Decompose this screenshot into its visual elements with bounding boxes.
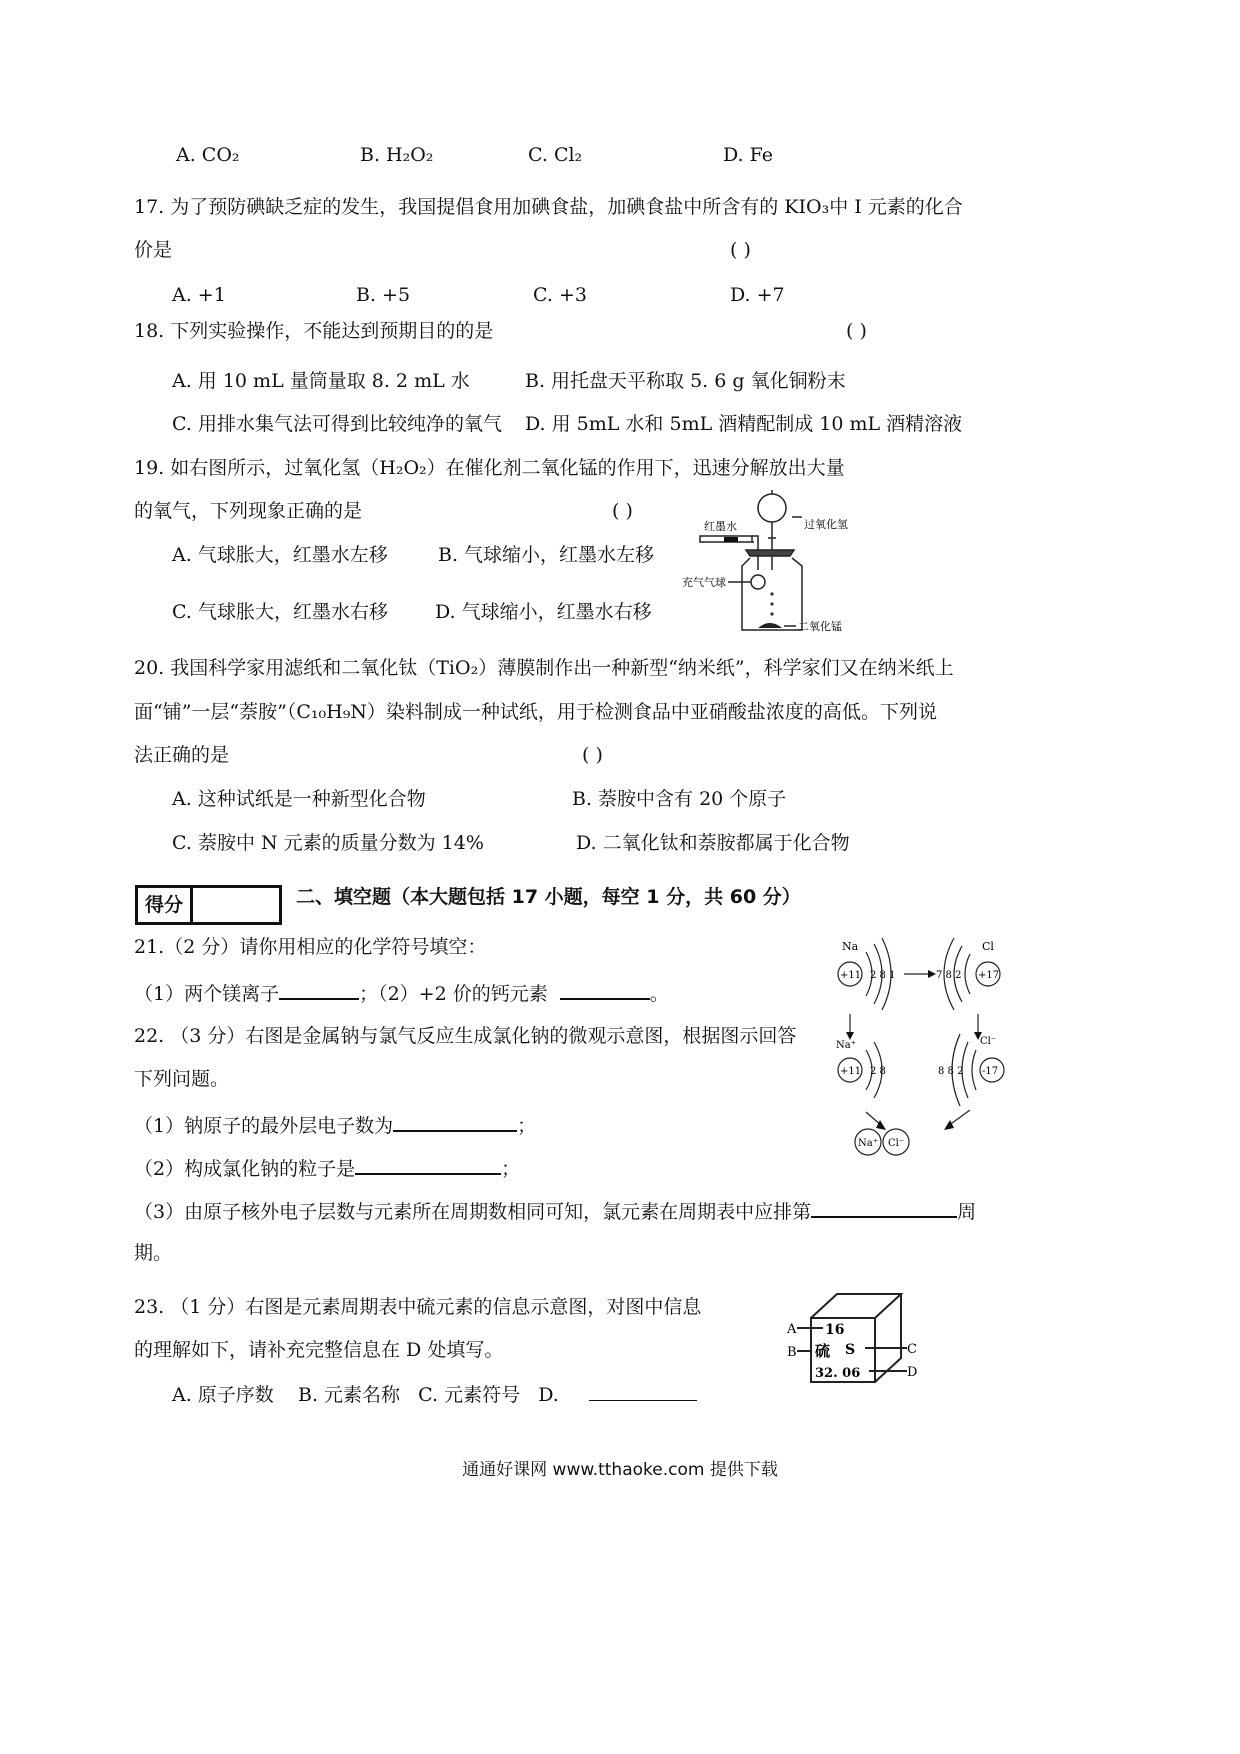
q23-option-a: A. 原子序数	[172, 1384, 274, 1406]
q20-option-b: B. 萘胺中含有 20 个原子	[572, 788, 787, 810]
q21-blank-1[interactable]	[279, 980, 359, 1000]
q17-option-d: D. +7	[730, 284, 785, 306]
q22-part2	[134, 1155, 520, 1181]
label-na: Na	[842, 940, 859, 953]
label-cl-shells: 7 8 2	[936, 970, 962, 981]
label-cl-nucleus: +17	[978, 970, 1000, 981]
q20-answer-paren: ( )	[582, 744, 603, 766]
q17-option-c: C. +3	[533, 284, 587, 306]
q23-options	[172, 1382, 697, 1407]
score-box	[135, 885, 282, 925]
label-d: D	[907, 1365, 918, 1380]
q22-part3-line2: 期。	[134, 1242, 173, 1264]
q19-option-a: A. 气球胀大，红墨水左移	[172, 544, 388, 566]
q22-part3	[134, 1198, 976, 1224]
q21-blank-2[interactable]	[560, 980, 650, 1000]
q16-option-d: D. Fe	[723, 144, 774, 166]
label-a: A	[787, 1322, 797, 1337]
q23-text-line1: 23. （1 分）右图是元素周期表中硫元素的信息示意图，对图中信息	[134, 1296, 702, 1318]
atomic-mass: 32. 06	[815, 1366, 861, 1381]
q22-sodium-chloride-figure	[830, 930, 1010, 1170]
element-name: 硫	[815, 1342, 831, 1360]
q17-text-line1: 17. 为了预防碘缺乏症的发生，我国提倡食用加碘食盐，加碘食盐中所含有的 KIO₃中 I 元素的化合	[134, 196, 963, 218]
q23-option-b: B. 元素名称	[297, 1384, 401, 1406]
q17-text-line2: 价是	[134, 239, 173, 261]
label-cl-ion-nucleus: -17	[982, 1066, 999, 1077]
q23-text-line2: 的理解如下，请补充完整信息在 D 处填写。	[134, 1339, 504, 1361]
q23-option-c: C. 元素符号	[418, 1384, 521, 1406]
q17-answer-paren: ( )	[730, 239, 751, 261]
q23-sulfur-element-figure	[785, 1288, 925, 1388]
label-na-ion: Na⁺	[836, 1040, 856, 1051]
label-hydrogen-peroxide: 过氧化氢	[804, 518, 848, 531]
q18-answer-paren: ( )	[846, 320, 867, 342]
score-label: 得分	[138, 888, 193, 922]
q21-part2-label: ；（2）+2 价的钙元素	[359, 983, 548, 1005]
atomic-number: 16	[825, 1322, 845, 1338]
q19-option-d: D. 气球缩小，红墨水右移	[435, 601, 652, 623]
q20-option-d: D. 二氧化钛和萘胺都属于化合物	[576, 832, 850, 854]
q18-option-a: A. 用 10 mL 量筒量取 8. 2 mL 水	[172, 370, 470, 392]
label-manganese-dioxide: 二氧化锰	[798, 620, 842, 633]
q23-blank-d[interactable]	[589, 1382, 697, 1401]
q20-option-a: A. 这种试纸是一种新型化合物	[172, 788, 426, 810]
q21-parts	[134, 980, 669, 1006]
q17-option-a: A. +1	[172, 284, 226, 306]
section-title: 二、填空题（本大题包括 17 小题，每空 1 分，共 60 分）	[296, 886, 801, 908]
q21-text: 21.（2 分）请你用相应的化学符号填空：	[134, 936, 487, 958]
q22-blank-3[interactable]	[811, 1198, 957, 1218]
q19-text-line1: 19. 如右图所示，过氧化氢（H₂O₂）在催化剂二氧化锰的作用下，迅速分解放出大量	[134, 457, 845, 479]
label-cl-ion-particle: Cl⁻	[888, 1138, 905, 1149]
q22-part2-semi: ；	[501, 1158, 521, 1180]
q16-option-a: A. CO₂	[176, 144, 240, 166]
q22-blank-1[interactable]	[393, 1112, 517, 1132]
label-cl: Cl	[982, 940, 994, 953]
q22-text-line2: 下列问题。	[134, 1068, 230, 1090]
q20-text-line2: 面“铺”一层“萘胺”（C₁₀H₉N）染料制成一种试纸，用于检测食品中亚硝酸盐浓度的高低。下列说	[134, 701, 937, 723]
label-cl-ion: Cl⁻	[980, 1036, 997, 1047]
label-cl-ion-shells: 8 8 2	[938, 1066, 964, 1077]
q20-option-c: C. 萘胺中 N 元素的质量分数为 14%	[172, 832, 484, 854]
q19-apparatus-figure	[680, 490, 880, 635]
q19-answer-paren: ( )	[612, 500, 633, 522]
label-na-ion-particle: Na⁺	[858, 1138, 878, 1149]
q22-part1-label: （1）钠原子的最外层电子数为	[134, 1115, 394, 1137]
q18-option-c: C. 用排水集气法可得到比较纯净的氧气	[172, 413, 502, 435]
q19-text-line2: 的氧气，下列现象正确的是	[134, 500, 363, 522]
label-c: C	[907, 1342, 917, 1357]
label-na-ion-shells: 2 8	[870, 1066, 886, 1077]
q22-blank-2[interactable]	[355, 1155, 501, 1175]
q22-text-line1: 22. （3 分）右图是金属钠与氯气反应生成氯化钠的微观示意图，根据图示回答	[134, 1025, 797, 1047]
label-red-ink: 红墨水	[704, 520, 737, 533]
q20-text-line3: 法正确的是	[134, 744, 230, 766]
q16-option-c: C. Cl₂	[528, 144, 583, 166]
label-na-nucleus: +11	[840, 970, 862, 981]
q19-option-c: C. 气球胀大，红墨水右移	[172, 601, 388, 623]
q17-option-b: B. +5	[356, 284, 411, 306]
q23-option-d: D.	[538, 1384, 559, 1406]
q22-part3-end: 周	[957, 1201, 977, 1223]
q21-part1-label: （1）两个镁离子	[134, 983, 280, 1005]
q22-part1-semi: ；	[517, 1115, 537, 1137]
label-na-ion-nucleus: +11	[840, 1066, 862, 1077]
q16-option-b: B. H₂O₂	[360, 144, 434, 166]
q22-part3-label: （3）由原子核外电子层数与元素所在周期数相同可知，氯元素在周期表中应排第	[134, 1201, 812, 1223]
q19-option-b: B. 气球缩小，红墨水左移	[438, 544, 655, 566]
label-b: B	[787, 1345, 797, 1360]
label-na-shells: 2 8 1	[870, 970, 896, 981]
q18-text: 18. 下列实验操作，不能达到预期目的的是	[134, 320, 494, 342]
q20-text-line1: 20. 我国科学家用滤纸和二氧化钛（TiO₂）薄膜制作出一种新型“纳米纸”，科学家们又在纳米纸上	[134, 657, 954, 679]
element-symbol: S	[845, 1342, 856, 1358]
q22-part1	[134, 1112, 536, 1138]
q22-part2-label: （2）构成氯化钠的粒子是	[134, 1158, 356, 1180]
footer-download-note: 通通好课网 www.tthaoke.com 提供下载	[462, 1460, 778, 1480]
label-balloon: 充气气球	[682, 576, 726, 589]
q21-end: 。	[649, 983, 669, 1005]
q18-option-b: B. 用托盘天平称取 5. 6 g 氧化铜粉末	[525, 370, 846, 392]
q18-option-d: D. 用 5mL 水和 5mL 酒精配制成 10 mL 酒精溶液	[525, 413, 963, 435]
